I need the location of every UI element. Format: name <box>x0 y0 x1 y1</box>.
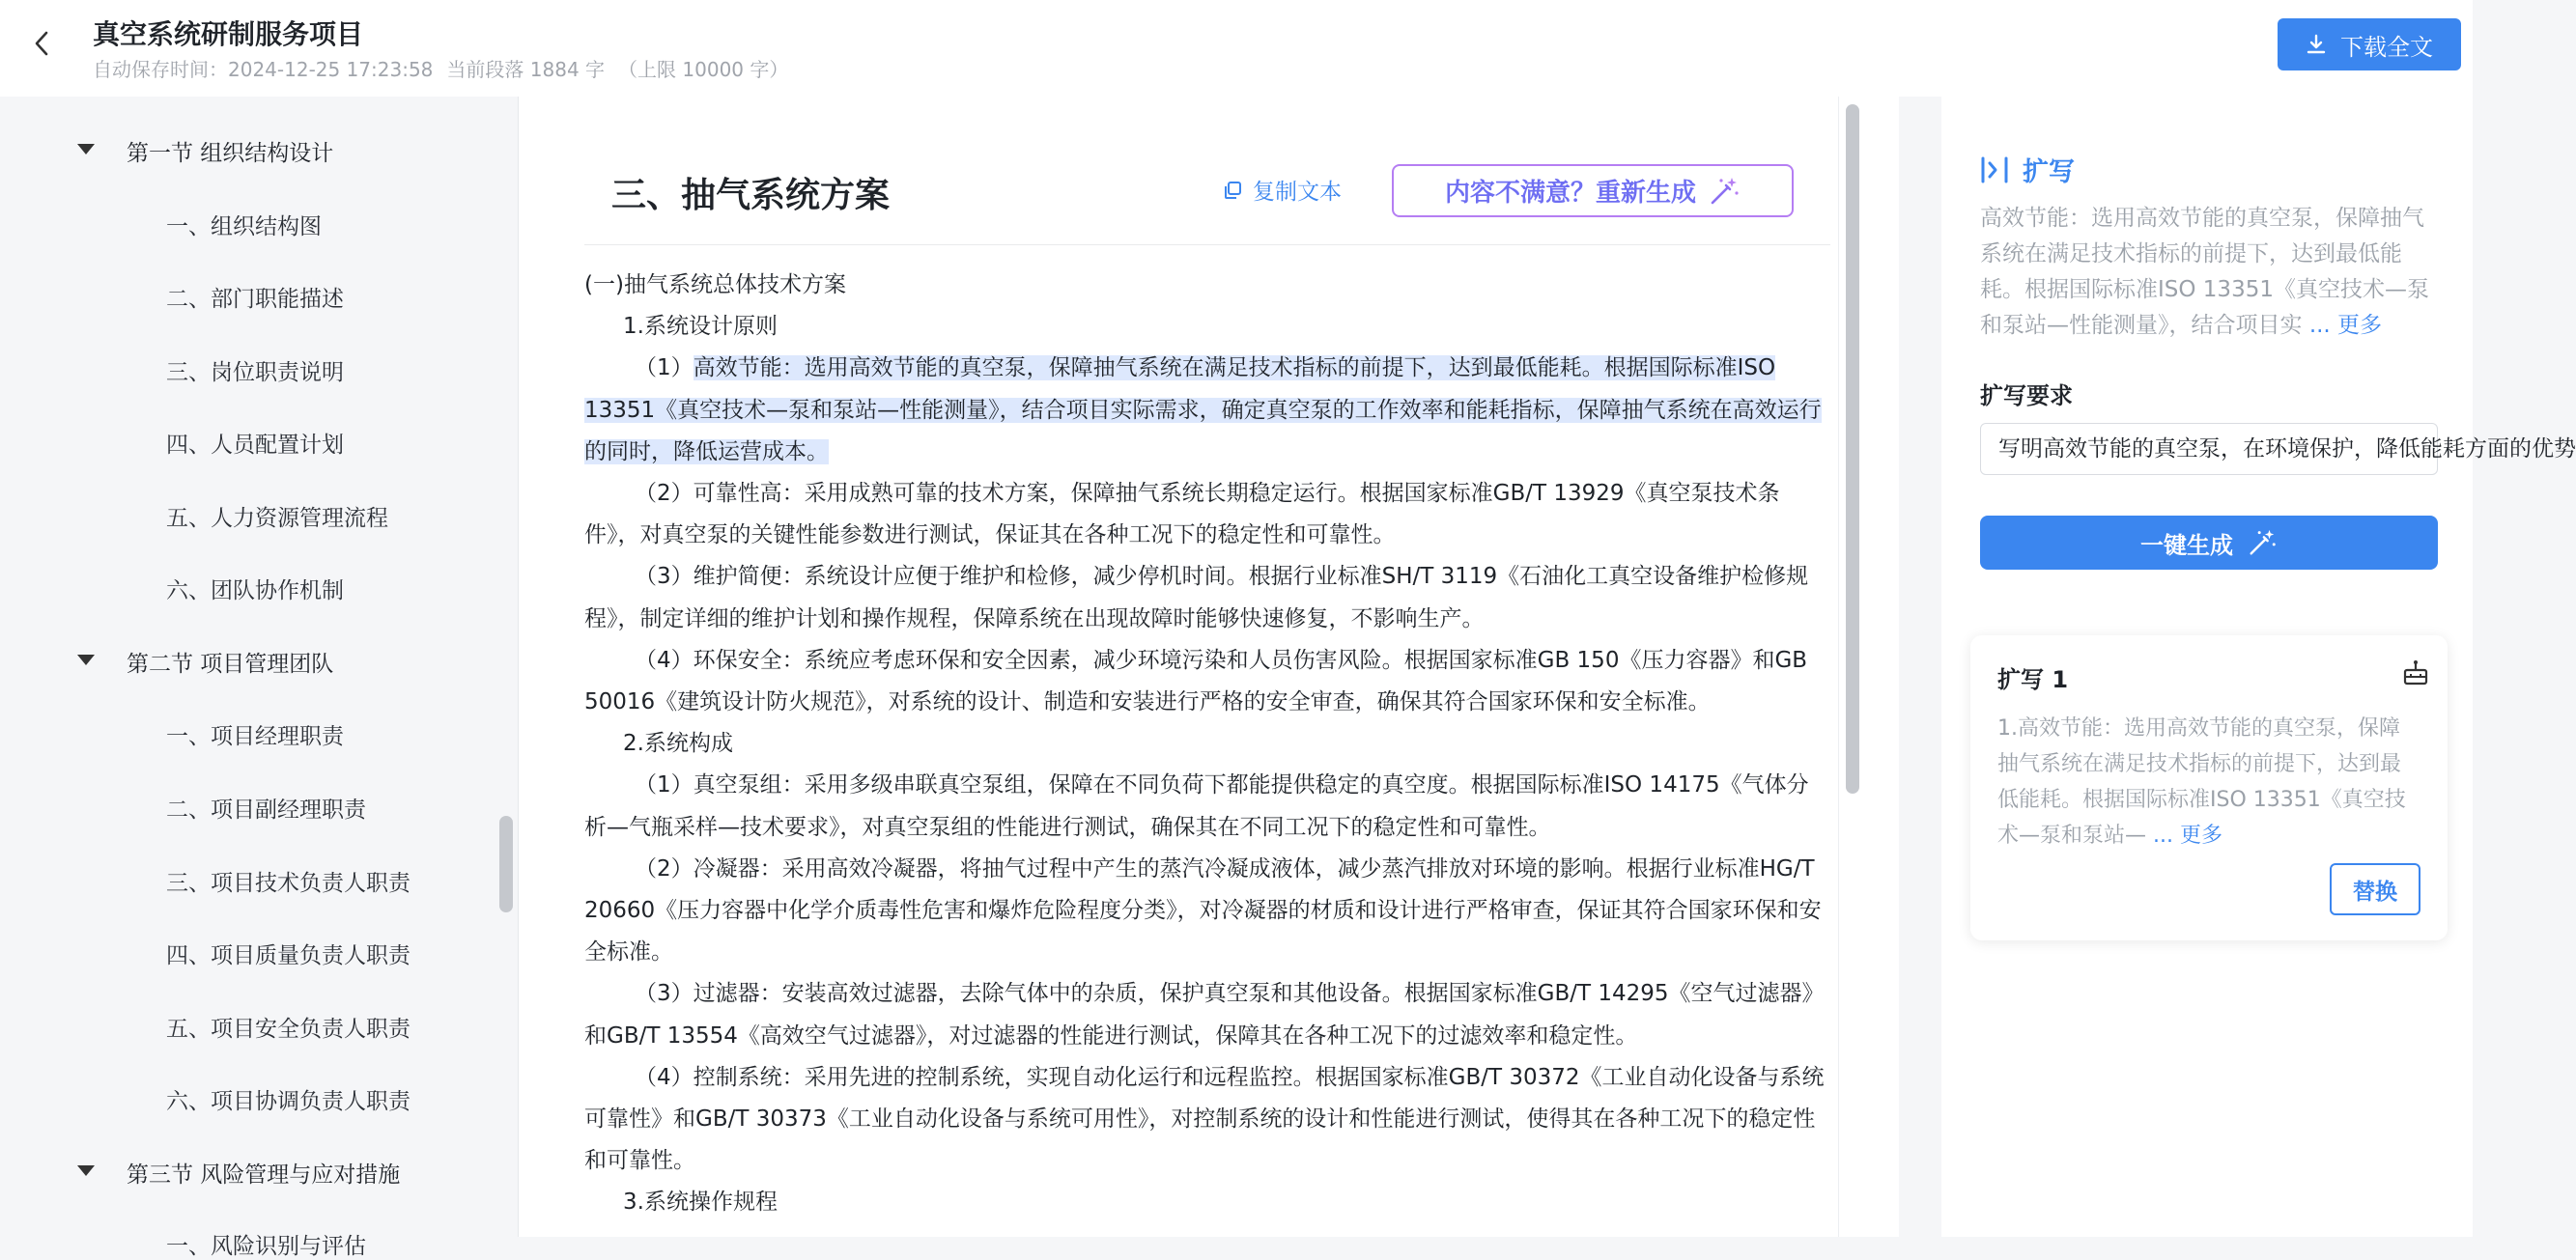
magic-wand-icon <box>2247 527 2278 558</box>
magic-wand-icon <box>1708 175 1741 208</box>
caret-down-icon <box>77 1165 95 1176</box>
title-divider <box>584 244 1830 245</box>
word-limit: （上限 10000 字） <box>618 58 789 81</box>
paragraph: （2）冷凝器：采用高效冷凝器，将抽气过程中产生的蒸汽冷凝成液体，减少蒸汽排放对环境的影响。根据行业标准HG/T 20660《压力容器中化学介质毒性危害和爆炸危险程度分类》，对冷凝器的材质和设计进行严格审查，保证其符合国家环保和安全标准。 <box>584 855 1822 966</box>
expansion-result-card <box>1970 635 2448 940</box>
outline-item[interactable]: 一、项目经理职责 <box>166 724 344 749</box>
result-more-link[interactable]: ... 更多 <box>2153 824 2222 848</box>
autosave-time: 自动保存时间：2024-12-25 17:23:58 <box>93 58 434 81</box>
download-label: 下载全文 <box>2340 33 2433 61</box>
outline-section-1[interactable]: 第一节 组织结构设计 <box>77 135 333 167</box>
panel-title: 扩写 <box>2023 157 2075 187</box>
download-full-button[interactable] <box>2278 18 2461 70</box>
robot-icon[interactable] <box>2401 658 2430 687</box>
paragraph: 3.系统操作规程 <box>623 1190 778 1216</box>
paragraph: (一)抽气系统总体技术方案 <box>584 272 846 297</box>
outline-sidebar <box>0 97 493 1259</box>
paragraph: （3）维护简便：系统设计应便于维护和检修，减少停机时间。根据行业标准SH/T 3119《石油化工真空设备维护检修规程》，制定详细的维护计划和操作规程，保障系统在出现故障时能够快速修复，不影响生产。 <box>584 564 1809 631</box>
outline-item[interactable]: 一、组织结构图 <box>166 214 322 239</box>
editor-scrollbar[interactable] <box>1846 104 1859 794</box>
outline-item[interactable]: 四、项目质量负责人职责 <box>166 943 410 968</box>
paragraph: （4）环保安全：系统应考虑环保和安全因素，减少环境污染和人员伤害风险。根据国家标准GB 150《压力容器》和GB 50016《建筑设计防火规范》，对系统的设计、制造和安装进行严格的安全审查，确保其符合国家环保和安全标准。 <box>584 647 1808 715</box>
chevron-left-icon <box>34 31 49 56</box>
expand-icon <box>1980 156 2009 183</box>
source-excerpt <box>1980 201 2444 344</box>
paragraph: （2）可靠性高：采用成熟可靠的技术方案，保障抽气系统长期稳定运行。根据国家标准GB/T 13929《真空泵技术条件》，对真空泵的关键性能参数进行测试，保证其在各种工况下的稳定性和可靠性。 <box>584 481 1780 548</box>
selected-text-highlight: 高效节能：选用高效节能的真空泵，保障抽气系统在满足技术指标的前提下，达到最低能耗。根据国际标准ISO 13351《真空技术—泵和泵站—性能测量》，结合项目实际需求，确定真空泵的工作效率和能耗指标，保障抽气系统在高效运行的同时，降低运营成本。 <box>584 355 1822 464</box>
outline-item[interactable]: 四、人员配置计划 <box>166 433 344 458</box>
outline-item[interactable]: 三、岗位职责说明 <box>166 360 344 385</box>
outline-item[interactable]: 五、项目安全负责人职责 <box>166 1017 410 1042</box>
paragraph: （3）过滤器：安装高效过滤器，去除气体中的杂质，保护真空泵和其他设备。根据国家标准GB/T 14295《空气过滤器》和GB/T 13554《高效空气过滤器》，对过滤器的性能进行测试，保障其在各种工况下的过滤效率和稳定性。 <box>584 981 1825 1049</box>
copy-icon <box>1222 180 1243 201</box>
outline-item[interactable]: 六、项目协调负责人职责 <box>166 1089 410 1114</box>
outline-section-2[interactable]: 第二节 项目管理团队 <box>77 646 333 678</box>
document-body[interactable] <box>584 265 1830 1224</box>
requirement-input[interactable]: 写明高效节能的真空泵，在环境保护，降低能耗方面的优势 <box>1980 423 2438 475</box>
section-title: 三、抽气系统方案 <box>611 176 891 215</box>
top-header <box>0 0 2473 97</box>
document-editor <box>518 97 1899 1237</box>
outline-item[interactable]: 六、团队协作机制 <box>166 578 344 603</box>
outline-item[interactable]: 三、项目技术负责人职责 <box>166 871 410 896</box>
copy-text-button[interactable] <box>1222 174 1342 206</box>
document-meta <box>93 54 802 82</box>
regenerate-button[interactable] <box>1392 164 1794 217</box>
download-icon <box>2306 34 2327 55</box>
excerpt-more-link[interactable]: ... 更多 <box>2308 313 2383 338</box>
regenerate-label: 内容不满意？重新生成 <box>1444 179 1696 208</box>
outline-item[interactable]: 二、项目副经理职责 <box>166 798 366 823</box>
back-button[interactable] <box>25 27 58 60</box>
paragraph: 2.系统构成 <box>623 731 733 757</box>
generate-button[interactable] <box>1980 516 2438 570</box>
expand-panel <box>1941 97 2576 1237</box>
paragraph-word-count: 当前段落 1884 字 <box>446 58 606 81</box>
result-text: 1.高效节能：选用高效节能的真空泵，保障抽气系统在满足技术指标的前提下，达到最低能耗。根据国际标准ISO 13351《真空技术—泵和泵站— <box>1997 716 2406 848</box>
result-card-title: 扩写 1 <box>1997 666 2069 693</box>
replace-button[interactable]: 替换 <box>2330 863 2420 915</box>
generate-label: 一键生成 <box>2140 531 2233 559</box>
paragraph-prefix: （1） <box>635 355 694 381</box>
result-card-text <box>1997 711 2413 854</box>
panel-header <box>1980 151 2075 188</box>
outline-item[interactable]: 五、人力资源管理流程 <box>166 506 388 531</box>
caret-down-icon <box>77 144 95 154</box>
excerpt-text: 高效节能：选用高效节能的真空泵，保障抽气系统在满足技术指标的前提下，达到最低能耗。根据国际标准ISO 13351《真空技术—泵和泵站—性能测量》，结合项目实 <box>1980 206 2429 338</box>
outline-section-3[interactable]: 第三节 风险管理与应对措施 <box>77 1157 400 1189</box>
caret-down-icon <box>77 655 95 665</box>
paragraph: （1）真空泵组：采用多级串联真空泵组，保障在不同负荷下都能提供稳定的真空度。根据国际标准ISO 14175《气体分析—气瓶采样—技术要求》，对真空泵组的性能进行测试，确保其在不同工况下的稳定性和可靠性。 <box>584 772 1809 840</box>
paragraph: （4）控制系统：采用先进的控制系统，实现自动化运行和远程监控。根据国家标准GB/T 30372《工业自动化设备与系统可靠性》和GB/T 30373《工业自动化设备与系统可用性》，对控制系统的设计和性能进行测试，使得其在各种工况下的稳定性和可靠性。 <box>584 1064 1825 1174</box>
paragraph: 1.系统设计原则 <box>623 314 778 340</box>
copy-text-label: 复制文本 <box>1253 180 1342 205</box>
outline-item[interactable]: 二、部门职能描述 <box>166 287 344 312</box>
requirement-label: 扩写要求 <box>1980 382 2073 409</box>
outline-item[interactable]: 一、风险识别与评估 <box>166 1234 366 1259</box>
paragraph-selected <box>584 348 1830 473</box>
sidebar-scrollbar[interactable] <box>499 816 513 912</box>
document-title: 真空系统研制服务项目 <box>93 18 364 50</box>
